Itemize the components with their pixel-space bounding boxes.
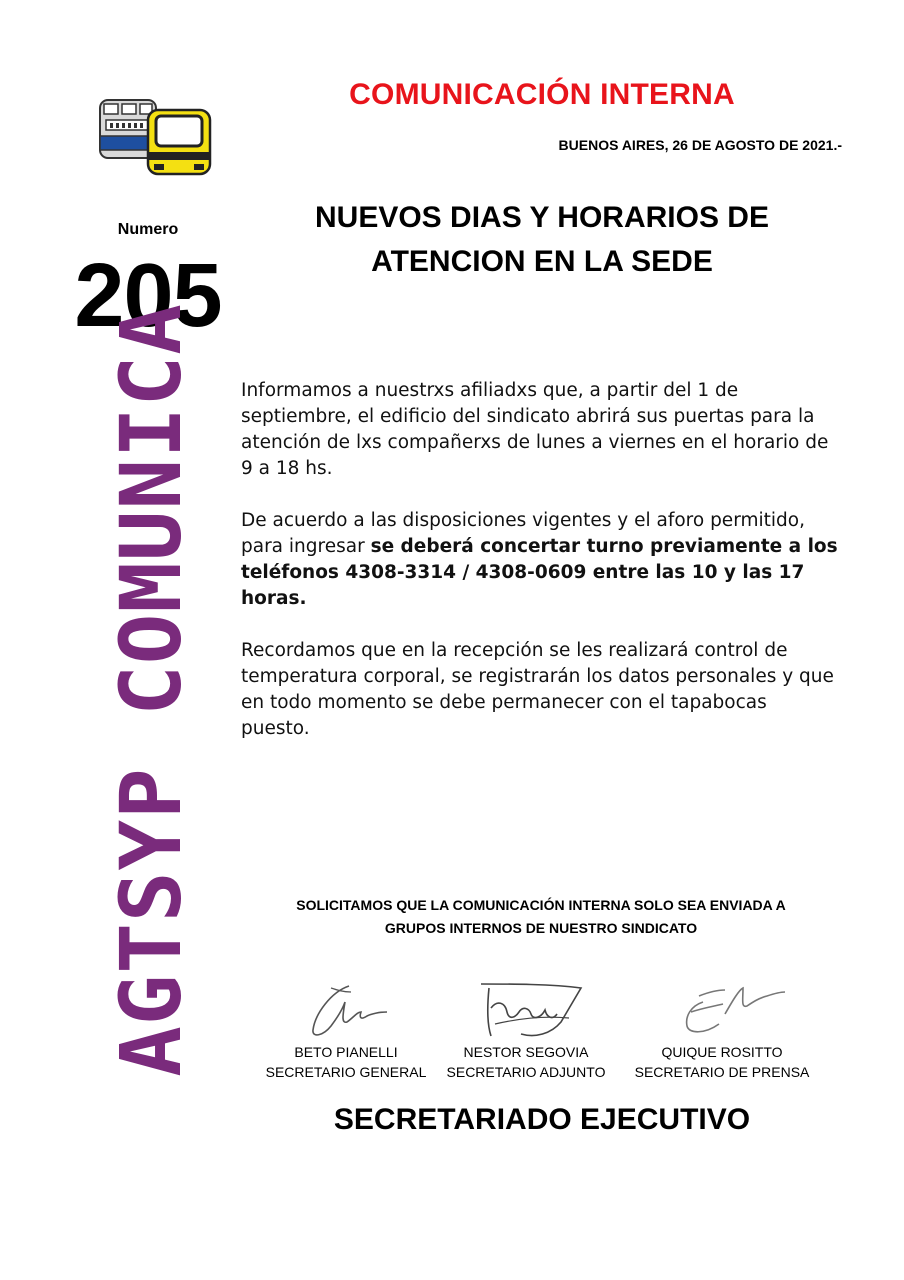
vertical-brand-text: AGTSYP COMUNICA (102, 303, 200, 1077)
document-title-line-1: NUEVOS DIAS Y HORARIOS DE (315, 201, 769, 234)
paragraph-2-plain: De acuerdo a las disposiciones vigentes y el aforo permitido, para ingresar (241, 510, 805, 557)
signatory-2-role: SECRETARIO ADJUNTO (446, 1064, 606, 1080)
vertical-brand-banner (102, 303, 200, 1077)
signatory-block-3 (632, 978, 812, 1082)
signatory-3-name: QUIQUE ROSITTO (661, 1044, 783, 1060)
signatory-block-2 (436, 978, 616, 1082)
distribution-notice (250, 894, 832, 940)
distribution-notice-line-2: GRUPOS INTERNOS DE NUESTRO SINDICATO (384, 920, 698, 936)
distribution-notice-line-1: SOLICITAMOS QUE LA COMUNICACIÓN INTERNA SOLO SEA ENVIADA A (296, 897, 786, 913)
signatory-block-1 (256, 978, 436, 1082)
paragraph-1: Informamos a nuestrxs afiliadxs que, a partir del 1 de septiembre, el edificio del sindicato abrirá sus puertas para la atención de lxs compañerxs de lunes a viernes en el horario de 9 a 18 hs. (241, 380, 829, 479)
header-title: COMUNICACIÓN INTERNA (349, 78, 735, 111)
header-date: BUENOS AIRES, 26 DE AGOSTO DE 2021.- (558, 137, 842, 153)
train-logo-icon (98, 96, 214, 178)
signature-1-icon (271, 978, 421, 1040)
signature-3-icon (647, 978, 797, 1040)
paragraph-3: Recordamos que en la recepción se les realizará control de temperatura corporal, se registrarán los datos personales y que en todo momento se debe permanecer con el tapabocas puesto. (241, 640, 834, 739)
train-logo (98, 96, 214, 178)
paragraph-2 (241, 508, 841, 612)
signatory-1-role: SECRETARIO GENERAL (265, 1064, 427, 1080)
number-value: 205 (74, 246, 222, 346)
paragraph-2-bold: se deberá concertar turno previamente a los teléfonos 4308-3314 / 4308-0609 entre las 10 y las 17 horas. (241, 536, 838, 609)
document-title (280, 196, 804, 284)
document-title-line-2: ATENCION EN LA SEDE (371, 245, 713, 278)
signatory-2-name: NESTOR SEGOVIA (463, 1044, 589, 1060)
signature-2-icon (451, 978, 601, 1040)
signatory-1-name: BETO PIANELLI (294, 1044, 398, 1060)
footer-title: SECRETARIADO EJECUTIVO (333, 1103, 751, 1136)
signatory-3-role: SECRETARIO DE PRENSA (634, 1064, 810, 1080)
number-label: Numero (117, 221, 179, 238)
